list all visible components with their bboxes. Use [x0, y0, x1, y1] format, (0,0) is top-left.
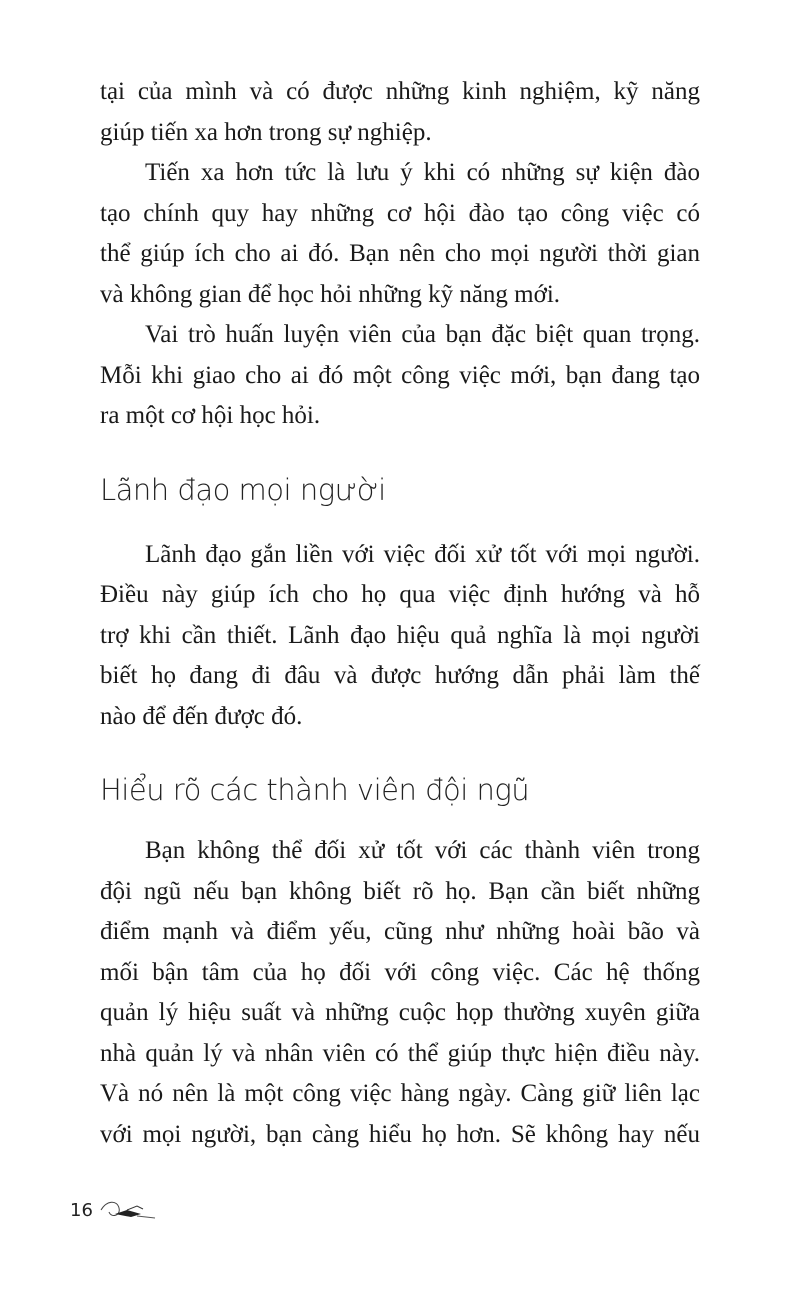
intro-paragraph: [100, 153, 700, 315]
body-line: Lãnh đạo gắn liền với việc đối xử tốt với mọi người.: [145, 540, 700, 568]
body-line: thể giúp ích cho ai đó. Bạn nên cho mọi người thời gian: [100, 240, 700, 267]
body-line: giúp tiến xa hơn trong sự nghiệp.: [100, 118, 432, 146]
body-line: quản lý hiệu suất và những cuộc họp thường xuyên giữa: [100, 999, 700, 1026]
section-heading: Hiểu rõ các thành viên đội ngũ: [100, 773, 530, 807]
body-line: mối bận tâm của họ đối với công việc. Các hệ thống: [100, 958, 700, 986]
team-paragraph: [100, 831, 700, 1155]
body-line: tại của mình và có được những kinh nghiệm, kỹ năng: [100, 78, 700, 105]
body-line: trợ khi cần thiết. Lãnh đạo hiệu quả nghĩa là mọi người: [100, 621, 700, 649]
intro-paragraph: [100, 315, 700, 437]
body-line: Mỗi khi giao cho ai đó một công việc mới, bạn đang tạo: [100, 361, 700, 389]
pen-ornament-icon: [97, 1196, 161, 1224]
body-line: Điều này giúp ích cho họ qua việc định hướng và hỗ: [100, 581, 700, 608]
body-line: Vai trò huấn luyện viên của bạn đặc biệt quan trọng.: [145, 321, 700, 348]
body-line: nhà quản lý và nhân viên có thể giúp thực hiện điều này.: [100, 1039, 700, 1067]
intro-paragraph: [100, 72, 700, 153]
page-footer: [70, 1190, 161, 1230]
body-line: điểm mạnh và điểm yếu, cũng như những hoài bão và: [100, 918, 700, 945]
body-line: ra một cơ hội học hỏi.: [100, 402, 321, 429]
body-line: Và nó nên là một công việc hàng ngày. Càng giữ liên lạc: [100, 1080, 700, 1107]
leading-paragraph: [100, 535, 700, 738]
body-line: với mọi người, bạn càng hiểu họ hơn. Sẽ không hay nếu: [100, 1120, 700, 1148]
body-line: Bạn không thể đối xử tốt với các thành viên trong: [145, 837, 700, 864]
page-number: 16: [70, 1199, 93, 1221]
body-line: biết họ đang đi đâu và được hướng dẫn phải làm thế: [100, 662, 700, 689]
section-heading: Lãnh đạo mọi người: [100, 472, 386, 507]
body-line: tạo chính quy hay những cơ hội đào tạo công việc có: [100, 199, 700, 227]
body-line: nào để đến được đó.: [100, 702, 303, 730]
body-line: Tiến xa hơn tức là lưu ý khi có những sự kiện đào: [145, 159, 700, 186]
body-line: đội ngũ nếu bạn không biết rõ họ. Bạn cần biết những: [100, 877, 700, 905]
body-line: và không gian để học hỏi những kỹ năng mới.: [100, 280, 561, 308]
book-page: [100, 72, 700, 1155]
